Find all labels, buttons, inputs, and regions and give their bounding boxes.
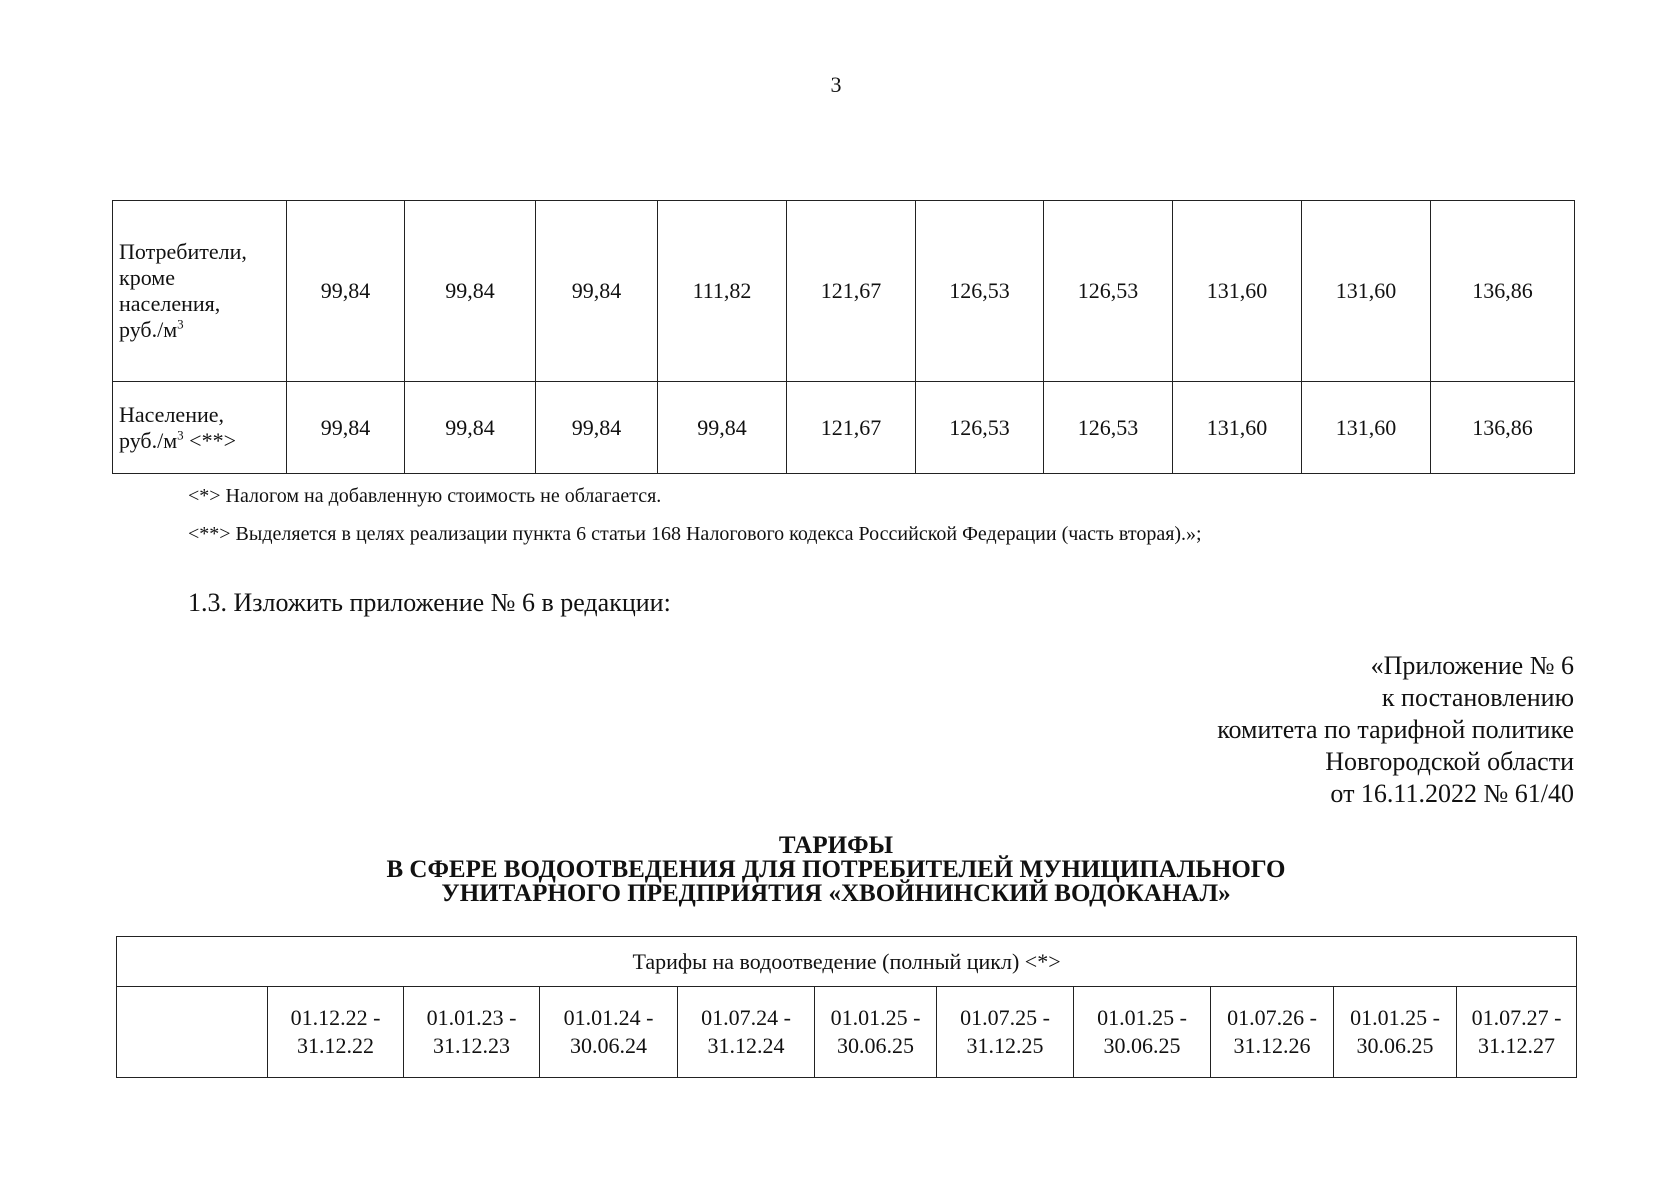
footnote-vat: <*> Налогом на добавленную стоимость не облагается.	[188, 485, 662, 507]
table-cell: 131,60	[1302, 382, 1431, 474]
table-cell: 99,84	[536, 382, 658, 474]
table-cell: 111,82	[658, 201, 787, 382]
table-cell: 131,60	[1173, 382, 1302, 474]
table-cell: 131,60	[1302, 201, 1431, 382]
table-cell: 131,60	[1173, 201, 1302, 382]
period-header: 01.07.24 - 31.12.24	[678, 987, 815, 1078]
table-cell: 136,86	[1431, 382, 1575, 474]
table-cell: 99,84	[287, 201, 405, 382]
table-cell: 99,84	[405, 382, 536, 474]
tariff-table-continued	[112, 200, 1575, 474]
row-label: Население, $руб./м^3$ <**>	[113, 382, 287, 474]
amendment-item: 1.3. Изложить приложение № 6 в редакции:	[188, 588, 671, 617]
table-cell: 126,53	[916, 382, 1044, 474]
period-header: 01.01.25 - 30.06.25	[1334, 987, 1457, 1078]
period-header: 01.07.26 - 31.12.26	[1211, 987, 1334, 1078]
table-cell: 126,53	[1044, 382, 1173, 474]
period-header-row	[117, 987, 1577, 1078]
table-cell: 136,86	[1431, 201, 1575, 382]
table-cell: 121,67	[787, 382, 916, 474]
period-header: 01.07.27 - 31.12.27	[1457, 987, 1577, 1078]
table-caption: Тарифы на водоотведение (полный цикл) <*>	[117, 937, 1577, 987]
table-cell: 99,84	[405, 201, 536, 382]
table-cell: 99,84	[287, 382, 405, 474]
period-header: 01.07.25 - 31.12.25	[937, 987, 1074, 1078]
page-number: 3	[830, 72, 842, 97]
period-header: 01.12.22 - 31.12.22	[268, 987, 404, 1078]
period-header: 01.01.23 - 31.12.23	[404, 987, 540, 1078]
row-label: Потребители, кроме населения, $руб./м^3$	[113, 201, 287, 382]
table-caption-row	[117, 937, 1577, 987]
document-heading: ТАРИФЫ В СФЕРЕ ВОДООТВЕДЕНИЯ ДЛЯ ПОТРЕБИТЕЛЕЙ МУНИЦИПАЛЬНОГО УНИТАРНОГО ПРЕДПРИЯТИЯ «ХВОЙНИНСКИЙ ВОДОКАНАЛ»	[386, 832, 1286, 907]
empty-header-cell	[117, 987, 268, 1078]
table-cell: 99,84	[536, 201, 658, 382]
appendix-reference: «Приложение № 6 к постановлению комитета по тарифной политике Новгородской области от 16.11.2022 № 61/40	[1217, 651, 1574, 808]
tariff-table-header	[116, 936, 1577, 1078]
table-cell: 126,53	[916, 201, 1044, 382]
period-header: 01.01.25 - 30.06.25	[1074, 987, 1211, 1078]
table-cell: 126,53	[1044, 201, 1173, 382]
period-header: 01.01.24 - 30.06.24	[540, 987, 678, 1078]
period-header: 01.01.25 - 30.06.25	[815, 987, 937, 1078]
table-row	[113, 382, 1575, 474]
table-row	[113, 201, 1575, 382]
footnote-tax-code: <**> Выделяется в целях реализации пункта 6 статьи 168 Налогового кодекса Российской Федерации (часть вторая).»;	[188, 523, 1202, 545]
table-cell: 99,84	[658, 382, 787, 474]
table-cell: 121,67	[787, 201, 916, 382]
